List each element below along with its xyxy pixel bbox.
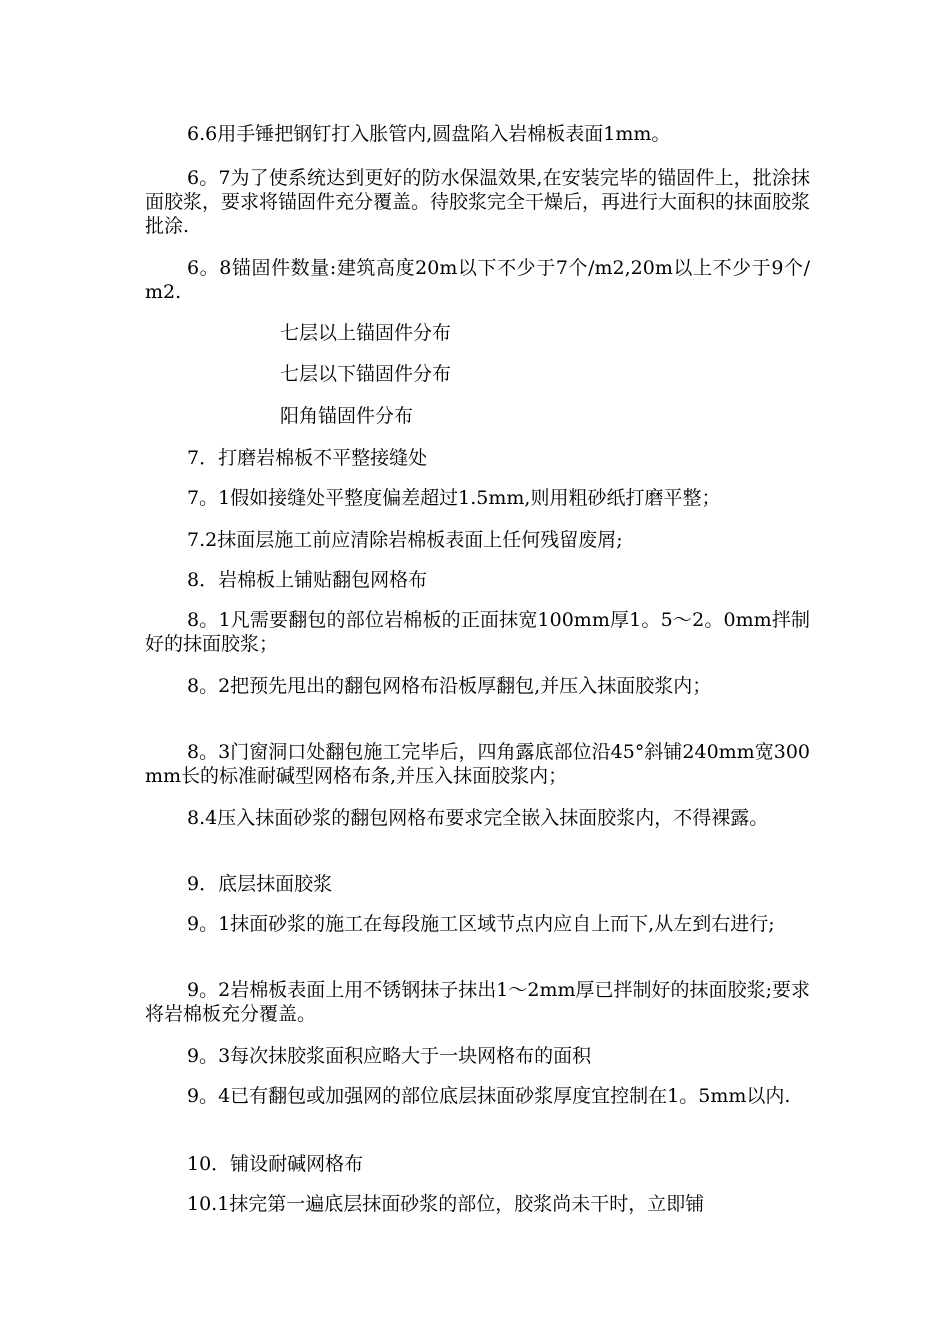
- heading-7: 7．打磨岩棉板不平整接缝处: [187, 447, 428, 469]
- paragraph-7-2: 7.2抹面层施工前应清除岩棉板表面上任何残留废屑;: [187, 529, 623, 551]
- paragraph-8-4: 8.4压入抹面砂浆的翻包网格布要求完全嵌入抹面胶浆内，不得裸露。: [187, 807, 769, 829]
- paragraph-10-1: 10.1抹完第一遍底层抹面砂浆的部位，胶浆尚未干时，立即铺: [187, 1193, 705, 1215]
- paragraph-9-3: 9。3每次抹胶浆面积应略大于一块网格布的面积: [187, 1045, 592, 1067]
- paragraph-8-2: 8。2把预先甩出的翻包网格布沿板厚翻包,并压入抹面胶浆内；: [187, 675, 712, 697]
- heading-8: 8．岩棉板上铺贴翻包网格布: [187, 569, 428, 591]
- paragraph-6-8: 6。8锚固件数量:建筑高度20m以下不少于7个/m2,20m以上不少于9个/m2.: [145, 257, 810, 303]
- heading-9: 9．底层抹面胶浆: [187, 873, 333, 895]
- paragraph-9-1: 9。1抹面砂浆的施工在每段施工区域节点内应自上而下,从左到右进行;: [187, 913, 775, 935]
- paragraph-8-3: 8。3门窗洞口处翻包施工完毕后，四角露底部位沿45°斜铺240mm宽300mm长的标准耐碱型网格布条,并压入抹面胶浆内；: [145, 741, 810, 787]
- paragraph-6-7: 6。7为了使系统达到更好的防水保温效果,在安装完毕的锚固件上，批涂抹面胶浆，要求将锚固件充分覆盖。待胶浆完全干燥后，再进行大面积的抹面胶浆批涂.: [145, 167, 811, 237]
- paragraph-8-1: 8。1凡需要翻包的部位岩棉板的正面抹宽100mm厚1。5～2。0mm拌制好的抹面胶浆；: [145, 609, 810, 655]
- paragraph-6-6: 6.6用手锤把钢钉打入胀管内,圆盘陷入岩棉板表面1mm。: [187, 123, 671, 145]
- caption-above-seventh-floor: 七层以上锚固件分布: [280, 322, 452, 344]
- paragraph-7-1: 7。1假如接缝处平整度偏差超过1.5mm,则用粗砂纸打磨平整；: [187, 487, 721, 509]
- paragraph-9-4: 9。4已有翻包或加强网的部位底层抹面砂浆厚度宜控制在1。5mm以内.: [187, 1085, 791, 1107]
- heading-10: 10．铺设耐碱网格布: [187, 1153, 364, 1175]
- caption-external-corner: 阳角锚固件分布: [280, 405, 414, 427]
- caption-below-seventh-floor: 七层以下锚固件分布: [280, 363, 452, 385]
- paragraph-9-2: 9。2岩棉板表面上用不锈钢抹子抹出1～2mm厚已拌制好的抹面胶浆;要求将岩棉板充分覆盖。: [145, 979, 810, 1025]
